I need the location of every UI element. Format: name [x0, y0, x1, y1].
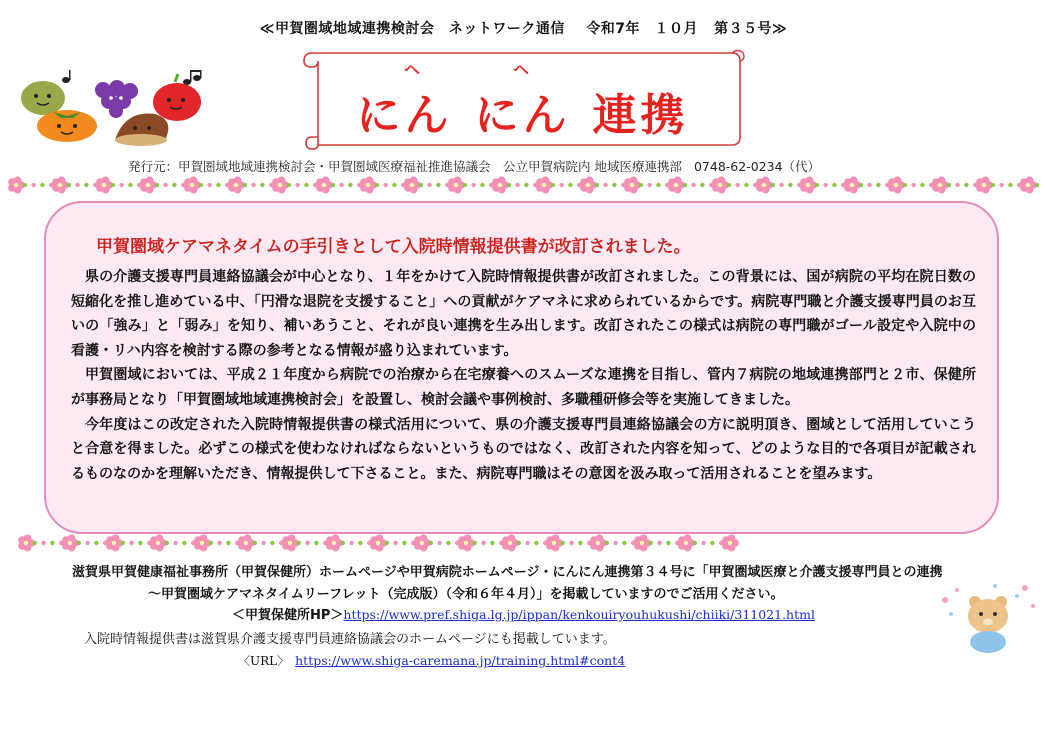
- newsletter-header: [0, 18, 1047, 38]
- publisher-line: [128, 157, 820, 175]
- flower-icon: [96, 176, 113, 193]
- decor-dot: [138, 541, 142, 545]
- decor-dot: [253, 541, 257, 545]
- decor-dot: [481, 541, 485, 545]
- article-heading: 甲賀圏域ケアマネタイムの手引きとして入院時情報提供書が改訂されました。: [96, 237, 691, 257]
- flower-icon: [228, 176, 245, 193]
- decor-dot: [691, 183, 695, 187]
- decor-dot: [559, 183, 563, 187]
- decor-dot: [128, 183, 132, 187]
- title-scroll-banner: [300, 45, 745, 150]
- decor-dot: [727, 183, 731, 187]
- decor-dot: [163, 183, 167, 187]
- decor-dot: [243, 183, 247, 187]
- flower-icon: [448, 176, 465, 193]
- decor-dot: [94, 541, 98, 545]
- flower-icon: [404, 176, 421, 193]
- decor-dot: [446, 541, 450, 545]
- flower-icon: [932, 176, 949, 193]
- flower-icon: [414, 534, 431, 551]
- decor-dot: [647, 183, 651, 187]
- decor-dot: [947, 183, 951, 187]
- decor-dot: [710, 541, 714, 545]
- health-center-link[interactable]: https://www.pref.shiga.lg.jp/ippan/kenkouiryouhukushi/chiiki/311021.html: [343, 607, 815, 622]
- flower-icon: [976, 176, 993, 193]
- flower-icon: [624, 176, 641, 193]
- flower-icon: [800, 176, 817, 193]
- decor-dot: [473, 541, 477, 545]
- flower-border-top: [0, 174, 1047, 196]
- decor-dot: [991, 183, 995, 187]
- decor-dot: [517, 541, 521, 545]
- decor-dot: [111, 183, 115, 187]
- decor-dot: [23, 183, 27, 187]
- flower-icon: [370, 534, 387, 551]
- decor-dot: [199, 183, 203, 187]
- url-label: 〈URL〉: [238, 654, 290, 668]
- decor-dot: [701, 541, 705, 545]
- decor-dot: [525, 541, 529, 545]
- decor-dot: [348, 183, 352, 187]
- decor-dot: [251, 183, 255, 187]
- publisher-phone: 0748-62-0234（代）: [693, 159, 821, 174]
- caremana-link[interactable]: https://www.shiga-caremana.jp/training.html#cont4: [295, 653, 626, 668]
- flower-icon: [272, 176, 289, 193]
- decor-dot: [339, 183, 343, 187]
- decor-dot: [385, 541, 389, 545]
- decor-dot: [349, 541, 353, 545]
- decor-dot: [67, 183, 71, 187]
- flower-icon: [1020, 176, 1037, 193]
- decor-dot: [480, 183, 484, 187]
- flower-icon: [150, 534, 167, 551]
- decor-dot: [779, 183, 783, 187]
- decor-dot: [964, 183, 968, 187]
- flower-icon: [536, 176, 553, 193]
- flower-icon: [62, 534, 79, 551]
- decor-dot: [955, 183, 959, 187]
- decor-dot: [341, 541, 345, 545]
- decor-dot: [155, 183, 159, 187]
- decor-dot: [613, 541, 617, 545]
- decor-dot: [578, 541, 582, 545]
- decor-dot: [304, 183, 308, 187]
- footer-line-4: 入院時情報提供書は滋賀県介護支援専門員連絡協議会のホームページにも掲載しています。: [84, 632, 616, 647]
- article-paragraph: 県の介護支援専門員連絡協議会が中心となり、１年をかけて入院時情報提供書が改訂されました。この背景には、国が病院の平均在院日数の短縮化を推し進めている中、「円滑な退院を支援すること」への貢献がケアマネに求められているからです。病院専門職と介護支援専門員のお互いの「強み」と「弱み」を知り、補いあうこと、それが良い連携を生み出します。改訂されたこの様式は病院の専門職がゴール設定や入院中の看護・リハ内容を検討する際の参考となる情報が盛り込まれています。: [71, 269, 976, 359]
- health-center-label: ＜甲賀保健所HP＞: [232, 608, 344, 623]
- decor-dot: [85, 541, 89, 545]
- flower-icon: [722, 534, 739, 551]
- decor-dot: [657, 541, 661, 545]
- decor-dot: [209, 541, 213, 545]
- decor-dot: [911, 183, 915, 187]
- flower-icon: [458, 534, 475, 551]
- decor-dot: [31, 183, 35, 187]
- flower-icon: [8, 176, 25, 193]
- decor-dot: [75, 183, 79, 187]
- newsletter-title: [300, 79, 745, 143]
- decor-dot: [226, 541, 230, 545]
- fruit-characters-illustration: [15, 70, 215, 150]
- publisher-text: 発行元：甲賀圏域地域連携検討会・甲賀圏域医療福祉推進協議会 公立甲賀病院内 地域医療連携部: [128, 159, 682, 174]
- decor-dot: [1035, 183, 1039, 187]
- title-accent-mark: ヘ: [404, 60, 421, 79]
- decor-dot: [383, 183, 387, 187]
- decor-dot: [165, 541, 169, 545]
- decor-dot: [314, 541, 318, 545]
- decor-dot: [77, 541, 81, 545]
- decor-dot: [649, 541, 653, 545]
- decor-dot: [419, 183, 423, 187]
- decor-dot: [182, 541, 186, 545]
- flower-icon: [360, 176, 377, 193]
- decor-dot: [217, 541, 221, 545]
- flower-icon: [316, 176, 333, 193]
- decor-dot: [129, 541, 133, 545]
- newsletter-name: ≪甲賀圏域地域連携検討会 ネットワーク通信: [259, 21, 565, 37]
- flower-icon: [844, 176, 861, 193]
- decor-dot: [744, 183, 748, 187]
- decor-dot: [490, 541, 494, 545]
- decor-dot: [515, 183, 519, 187]
- decor-dot: [119, 183, 123, 187]
- footer-line-1: 滋賀県甲賀健康福祉事務所（甲賀保健所）ホームページや甲賀病院ホームページ・にんにん連携第３４号に「甲賀圏域医療と介護支援専門員との連携: [72, 565, 943, 580]
- decor-dot: [402, 541, 406, 545]
- flower-icon: [184, 176, 201, 193]
- decor-dot: [832, 183, 836, 187]
- title-part-1: にん: [356, 90, 453, 141]
- article-paragraph: 甲賀圏域においては、平成２１年度から病院での治療から在宅療養へのスムーズな連携を目指し、管内７病院の地域連携部門と２市、保健所が事務局となり「甲賀圏域地域連携検討会」を設置し、検討会議や事例検討、多職種研修会等を実施してきました。: [71, 367, 976, 408]
- decor-dot: [437, 541, 441, 545]
- decor-dot: [999, 183, 1003, 187]
- flower-icon: [18, 534, 35, 551]
- flower-icon: [756, 176, 773, 193]
- decor-dot: [666, 541, 670, 545]
- decor-dot: [815, 183, 819, 187]
- flower-icon: [326, 534, 343, 551]
- health-center-link-row: [232, 604, 815, 623]
- flower-icon: [712, 176, 729, 193]
- decor-dot: [427, 183, 431, 187]
- decor-dot: [216, 183, 220, 187]
- title-part-3: 連携: [592, 90, 689, 141]
- decor-dot: [700, 183, 704, 187]
- issue-number: 第３５号≫: [714, 21, 788, 37]
- decor-dot: [84, 183, 88, 187]
- decor-dot: [331, 183, 335, 187]
- decor-dot: [735, 183, 739, 187]
- decor-dot: [295, 183, 299, 187]
- decor-dot: [622, 541, 626, 545]
- flower-icon: [52, 176, 69, 193]
- decor-dot: [121, 541, 125, 545]
- decor-dot: [393, 541, 397, 545]
- issue-date: 令和7年 １０月: [586, 21, 699, 37]
- flower-icon: [282, 534, 299, 551]
- decor-dot: [305, 541, 309, 545]
- decor-dot: [639, 183, 643, 187]
- decor-dot: [867, 183, 871, 187]
- decor-dot: [358, 541, 362, 545]
- footer-line-2: ～甲賀圏域ケアマネタイムリーフレット（完成版）（令和６年４月）」を掲載していますのでご活用ください。: [148, 587, 784, 602]
- decor-dot: [207, 183, 211, 187]
- decor-dot: [569, 541, 573, 545]
- flower-icon: [678, 534, 695, 551]
- decor-dot: [524, 183, 528, 187]
- decor-dot: [429, 541, 433, 545]
- caremana-link-row: [238, 652, 625, 669]
- decor-dot: [1008, 183, 1012, 187]
- decor-dot: [683, 183, 687, 187]
- decor-dot: [534, 541, 538, 545]
- decor-dot: [392, 183, 396, 187]
- flower-icon: [668, 176, 685, 193]
- flower-icon: [238, 534, 255, 551]
- decor-dot: [50, 541, 54, 545]
- flower-icon: [580, 176, 597, 193]
- decor-dot: [287, 183, 291, 187]
- decor-dot: [859, 183, 863, 187]
- decor-dot: [605, 541, 609, 545]
- flower-icon: [502, 534, 519, 551]
- decor-dot: [41, 541, 45, 545]
- decor-dot: [551, 183, 555, 187]
- flower-icon: [194, 534, 211, 551]
- flower-border-bottom: [0, 532, 1047, 554]
- title-part-2: にん: [474, 90, 571, 141]
- decor-dot: [463, 183, 467, 187]
- title-accent-mark-2: ヘ: [513, 60, 530, 79]
- decor-dot: [920, 183, 924, 187]
- decor-dot: [270, 541, 274, 545]
- decor-dot: [507, 183, 511, 187]
- decor-dot: [612, 183, 616, 187]
- decor-dot: [823, 183, 827, 187]
- decor-dot: [297, 541, 301, 545]
- flower-icon: [106, 534, 123, 551]
- flower-icon: [590, 534, 607, 551]
- decor-dot: [656, 183, 660, 187]
- bear-illustration: [935, 580, 1040, 655]
- decor-dot: [568, 183, 572, 187]
- flower-icon: [634, 534, 651, 551]
- decor-dot: [771, 183, 775, 187]
- flower-icon: [888, 176, 905, 193]
- decor-dot: [375, 183, 379, 187]
- flower-icon: [492, 176, 509, 193]
- decor-dot: [471, 183, 475, 187]
- decor-dot: [261, 541, 265, 545]
- decor-dot: [595, 183, 599, 187]
- flower-icon: [546, 534, 563, 551]
- decor-dot: [173, 541, 177, 545]
- decor-dot: [693, 541, 697, 545]
- decor-dot: [561, 541, 565, 545]
- decor-dot: [788, 183, 792, 187]
- flower-icon: [140, 176, 157, 193]
- decor-dot: [172, 183, 176, 187]
- decor-dot: [260, 183, 264, 187]
- decor-dot: [876, 183, 880, 187]
- article-paragraph: 今年度はこの改定された入院時情報提供書の様式活用について、県の介護支援専門員連絡協議会の方に説明頂き、圏域として活用していこうと合意を得ました。必ずこの様式を使わなければならないというものではなく、改訂された内容を知って、どのような目的で各項目が記載されるものなのかを理解いただき、情報提供して下さること。また、病院専門職はその意図を汲み取って活用されることを望みます。: [71, 416, 976, 482]
- decor-dot: [903, 183, 907, 187]
- decor-dot: [33, 541, 37, 545]
- decor-dot: [603, 183, 607, 187]
- article-body: [71, 265, 976, 486]
- decor-dot: [436, 183, 440, 187]
- article-box: [44, 201, 999, 534]
- decor-dot: [40, 183, 44, 187]
